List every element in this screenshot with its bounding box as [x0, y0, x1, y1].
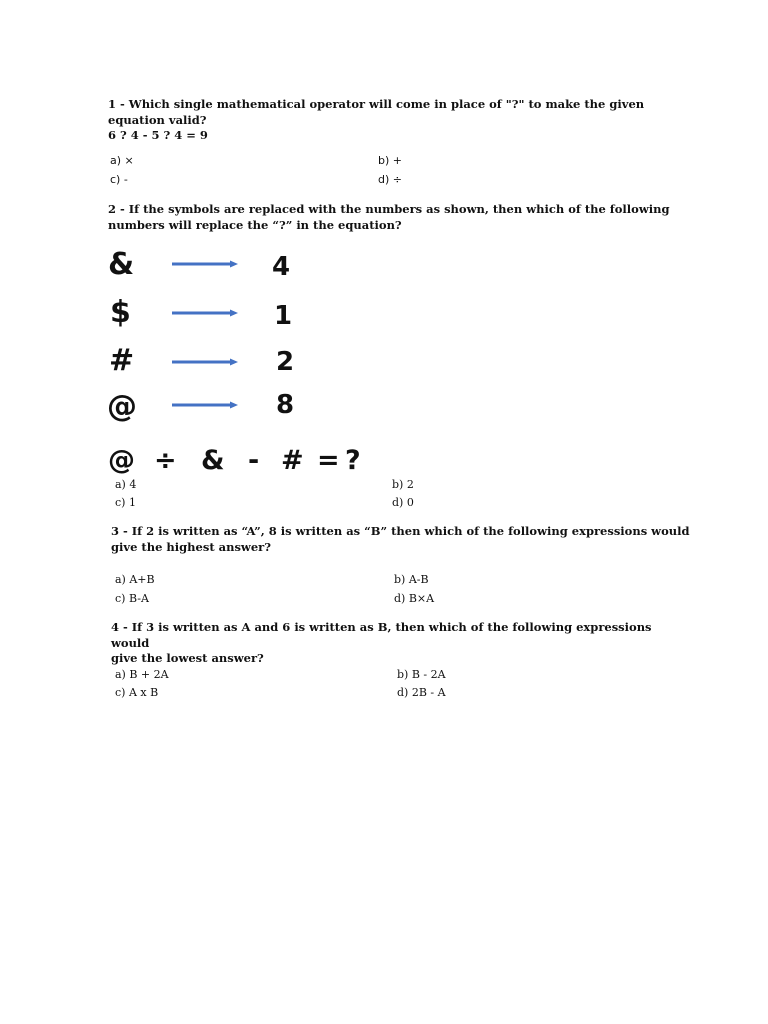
equation-question-mark: ?	[345, 445, 361, 476]
mapping-number-4: 4	[272, 252, 291, 282]
mapping-symbol-ampersand: &	[108, 247, 135, 282]
equation-equals: =	[317, 445, 340, 476]
mapping-arrow-1	[172, 260, 238, 268]
mapping-symbol-hash: #	[109, 343, 135, 378]
mapping-arrow-3	[172, 358, 238, 366]
mapping-symbol-at: @	[107, 389, 137, 424]
mapping-number-1: 1	[274, 301, 293, 331]
mapping-arrow-4	[172, 401, 238, 409]
question-1-line-2: equation valid?	[108, 112, 207, 127]
q2-option-d: d) 0	[392, 496, 414, 509]
mapping-number-2: 2	[276, 347, 295, 377]
equation-symbol-ampersand: &	[201, 445, 225, 476]
equation-symbol-at: @	[108, 445, 135, 476]
q4-option-a: a) B + 2A	[115, 668, 169, 681]
question-3-line-2: give the highest answer?	[111, 539, 271, 554]
q1-option-a: a) ×	[110, 154, 134, 167]
question-4-line-1: 4 - If 3 is written as A and 6 is written as B, then which of the following expressions would	[111, 620, 652, 650]
equation-symbol-hash: #	[281, 445, 304, 476]
question-2-text	[108, 202, 688, 233]
q3-option-a: a) A+B	[115, 573, 155, 586]
mapping-number-8: 8	[276, 390, 295, 420]
q4-option-d: d) 2B - A	[397, 686, 446, 699]
question-3-text	[111, 524, 691, 555]
question-1-text	[108, 97, 688, 144]
q3-option-d: d) B×A	[394, 592, 435, 605]
mapping-arrow-2	[172, 309, 238, 317]
q2-option-c: c) 1	[115, 496, 136, 509]
q4-option-b: b) B - 2A	[397, 668, 446, 681]
q2-option-a: a) 4	[115, 478, 137, 491]
equation-divide: ÷	[154, 445, 177, 476]
question-2-line-2: numbers will replace the “?” in the equation?	[108, 217, 402, 232]
q2-option-b: b) 2	[392, 478, 414, 491]
q1-option-c: c) -	[110, 173, 128, 186]
q4-option-c: c) A x B	[115, 686, 159, 699]
question-1-equation: 6 ? 4 - 5 ? 4 = 9	[108, 128, 208, 142]
question-4-line-2: give the lowest answer?	[111, 651, 264, 665]
equation-minus: -	[248, 445, 260, 476]
q1-option-b: b) +	[378, 154, 402, 167]
q1-option-d: d) ÷	[378, 173, 402, 186]
question-4-text	[111, 620, 691, 667]
q3-option-c: c) B-A	[115, 592, 149, 605]
question-3-line-1: 3 - If 2 is written as “A”, 8 is written as “B” then which of the following expressions would	[111, 524, 690, 538]
mapping-symbol-dollar: $	[110, 295, 131, 330]
question-2-line-1: 2 - If the symbols are replaced with the numbers as shown, then which of the following	[108, 202, 670, 216]
question-1-line-1: 1 - Which single mathematical operator will come in place of "?" to make the given	[108, 97, 645, 111]
q3-option-b: b) A-B	[394, 573, 429, 586]
